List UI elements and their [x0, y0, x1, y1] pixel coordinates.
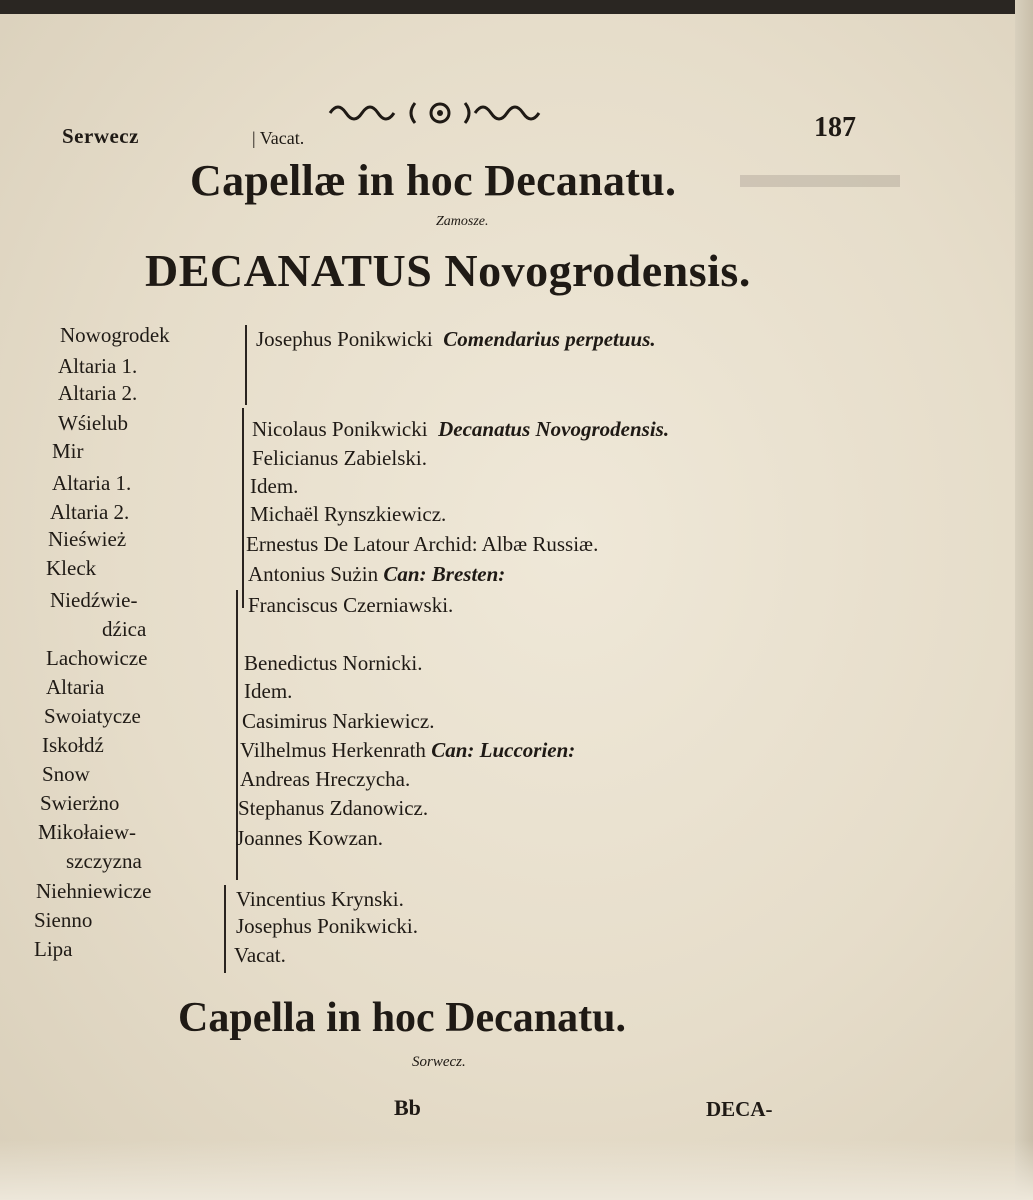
- place-name: Mir: [52, 439, 84, 463]
- ornament-band-icon: [325, 95, 555, 131]
- catchword: DECA-: [706, 1097, 773, 1121]
- place-name: Nowogrodek: [60, 323, 170, 347]
- place-name: Nieśwież: [48, 527, 127, 551]
- person-name: Benedictus Nornicki.: [244, 651, 423, 675]
- person-name: Josephus Ponikwicki.: [236, 914, 419, 938]
- person-title: Comendarius perpetuus.: [443, 327, 656, 351]
- person-name: Michaël Rynszkiewicz.: [250, 502, 447, 526]
- place-name: Niehniewicze: [36, 879, 152, 903]
- place-name: Snow: [42, 762, 90, 786]
- place-name: dźica: [102, 617, 147, 641]
- signature-mark: Bb: [394, 1095, 421, 1120]
- place-name: Altaria: [46, 675, 105, 699]
- place-name: Kleck: [46, 556, 97, 580]
- page-number: 187: [814, 112, 856, 143]
- column-rule: [245, 325, 247, 405]
- page-bottom-edge: [0, 1140, 1033, 1200]
- chapel-section-subtitle: Zamosze.: [436, 214, 489, 229]
- place-name: Sienno: [34, 908, 93, 932]
- place-name: Altaria 2.: [58, 381, 138, 405]
- running-head-vacat: | Vacat.: [252, 128, 305, 148]
- person-title: Can: Luccorien:: [431, 738, 576, 762]
- person-title: Can: Bresten:: [383, 562, 506, 586]
- person-name: Felicianus Zabielski.: [252, 446, 427, 470]
- place-name: Lipa: [34, 937, 73, 961]
- person-name: Vacat.: [234, 943, 286, 967]
- person-name: Andreas Hreczycha.: [240, 767, 411, 791]
- place-name: Altaria 1.: [52, 471, 132, 495]
- person-name: Stephanus Zdanowicz.: [238, 796, 429, 820]
- person-name: Vincentius Krynski.: [236, 887, 404, 911]
- person-name: Joannes Kowzan.: [236, 826, 383, 850]
- chapel-section-title-2: Capella in hoc Decanatu.: [178, 995, 627, 1041]
- page-right-edge: [1015, 0, 1033, 1200]
- place-name: szczyzna: [66, 849, 142, 873]
- bleed-through-shadow: ▬▬▬▬: [740, 151, 900, 196]
- person-name: Antonius Sużin Can: Bresten:: [248, 562, 506, 586]
- person-name: Idem.: [250, 474, 299, 498]
- chapel-section-title: Capellæ in hoc Decanatu.: [190, 156, 677, 205]
- place-name: Wśielub: [58, 411, 128, 435]
- place-name: Swoiatycze: [44, 704, 141, 728]
- chapel-section-subtitle-2: Sorwecz.: [412, 1054, 466, 1070]
- person-name: Josephus Ponikwicki Comendarius perpetuus.: [256, 327, 656, 351]
- column-rule: [224, 885, 226, 973]
- column-rule: [242, 408, 244, 608]
- place-name: Iskołdź: [42, 733, 104, 757]
- person-title: Decanatus Novogrodensis.: [438, 417, 670, 441]
- person-name: Franciscus Czerniawski.: [248, 593, 454, 617]
- person-name: Nicolaus Ponikwicki Decanatus Novogrodensis.: [252, 417, 670, 441]
- deanery-title: DECANATUS Novogrodensis.: [145, 245, 751, 296]
- place-name: Lachowicze: [46, 646, 148, 670]
- person-name: Ernestus De Latour Archid: Albæ Russiæ.: [246, 532, 599, 556]
- person-name: Idem.: [244, 679, 293, 703]
- person-name: Vilhelmus Herkenrath Can: Luccorien:: [240, 738, 576, 762]
- place-name: Altaria 1.: [58, 354, 138, 378]
- place-name: Mikołaiew-: [38, 820, 136, 844]
- place-name: Altaria 2.: [50, 500, 130, 524]
- running-head: Serwecz: [62, 124, 139, 148]
- person-name: Casimirus Narkiewicz.: [242, 709, 435, 733]
- place-name: Niedźwie-: [50, 588, 138, 612]
- place-name: Swierżno: [40, 791, 120, 815]
- page-top-edge: [0, 0, 1033, 14]
